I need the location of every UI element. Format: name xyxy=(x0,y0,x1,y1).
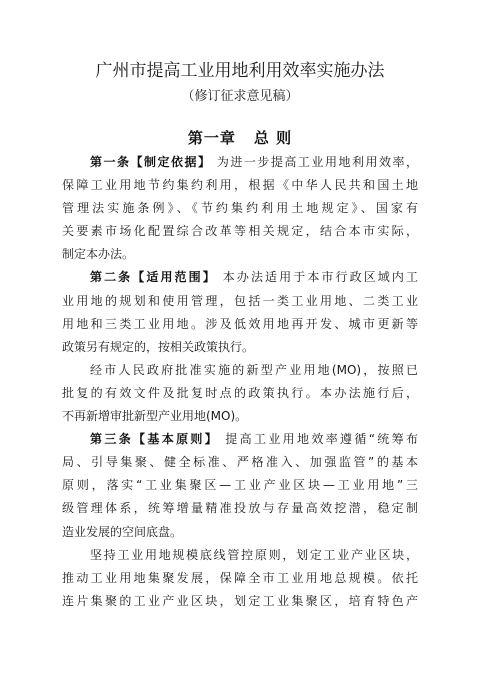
line-text: 管理法实施条例》、《节约集约利用土地规定》、国家有 xyxy=(62,201,418,216)
document-title: 广州市提高工业用地利用效率实施办法 xyxy=(95,61,385,81)
line-text: 本办法适用于本市行政区域内工 xyxy=(222,270,418,285)
text-line xyxy=(62,220,418,243)
line-text: 局、引导集聚、健全标准、严格准入、加强监管”的基本 xyxy=(62,455,418,470)
text-line xyxy=(62,474,418,497)
line-text: 政策另有规定的，按相关政策执行。 xyxy=(62,339,255,354)
text-line xyxy=(62,497,418,520)
line-text: 不再新增审批新型产业用地(MO)。 xyxy=(62,409,248,424)
line-text: 经市人民政府批准实施的新型产业用地(MO)，按照已 xyxy=(90,362,418,377)
line-text: 制定本办法。 xyxy=(62,247,135,262)
text-line xyxy=(62,428,418,451)
text-line xyxy=(62,197,418,220)
line-text: 业用地的规划和使用管理，包括一类工业用地、二类工业 xyxy=(62,293,418,308)
line-text: 关要素市场化配置综合改革等相关规定，结合本市实际， xyxy=(62,224,418,239)
document-body xyxy=(62,151,418,613)
line-text: 坚持工业用地规模底线管控原则，划定工业产业区块， xyxy=(90,547,418,562)
article-heading: 第一条【制定依据】 xyxy=(90,155,212,169)
text-line xyxy=(62,451,418,474)
text-line xyxy=(62,174,418,197)
text-line xyxy=(62,243,418,266)
text-line xyxy=(62,151,418,174)
chapter-number: 第一章 xyxy=(187,129,236,147)
text-line xyxy=(62,290,418,313)
text-line xyxy=(62,521,418,544)
line-text: 推动工业用地集聚发展，保障全市工业用地总规模。依托 xyxy=(62,570,418,585)
line-text: 为进一步提高工业用地利用效率， xyxy=(216,155,418,169)
text-line xyxy=(62,567,418,590)
text-line xyxy=(62,544,418,567)
text-line xyxy=(62,336,418,359)
article-heading: 第二条【适用范围】 xyxy=(90,270,217,285)
text-line xyxy=(62,313,418,336)
line-text: 原则，落实“工业集聚区—工业产业区块—工业用地”三 xyxy=(62,478,418,493)
line-text: 保障工业用地节约集约利用，根据《中华人民共和国土地 xyxy=(62,178,418,193)
line-text: 用地和三类工业用地。涉及低效用地再开发、城市更新等 xyxy=(62,316,418,331)
text-line xyxy=(62,359,418,382)
text-line xyxy=(62,382,418,405)
document-subtitle: （修订征求意见稿） xyxy=(181,89,299,104)
text-line xyxy=(62,405,418,428)
line-text: 级管理体系，统筹增量精准投放与存量高效挖潜，稳定制 xyxy=(62,501,418,516)
text-line xyxy=(62,266,418,289)
chapter-heading xyxy=(0,128,480,148)
line-text: 造业发展的空间底盘。 xyxy=(62,524,183,539)
chapter-name: 总 则 xyxy=(253,129,293,147)
line-text: 提高工业用地效率遵循“统筹布 xyxy=(225,432,418,447)
line-text: 连片集聚的工业产业区块，划定工业集聚区，培育特色产 xyxy=(62,593,418,608)
text-line xyxy=(62,590,418,613)
line-text: 批复的有效文件及批复时点的政策执行。本办法施行后， xyxy=(62,385,418,400)
article-heading: 第三条【基本原则】 xyxy=(90,432,220,447)
